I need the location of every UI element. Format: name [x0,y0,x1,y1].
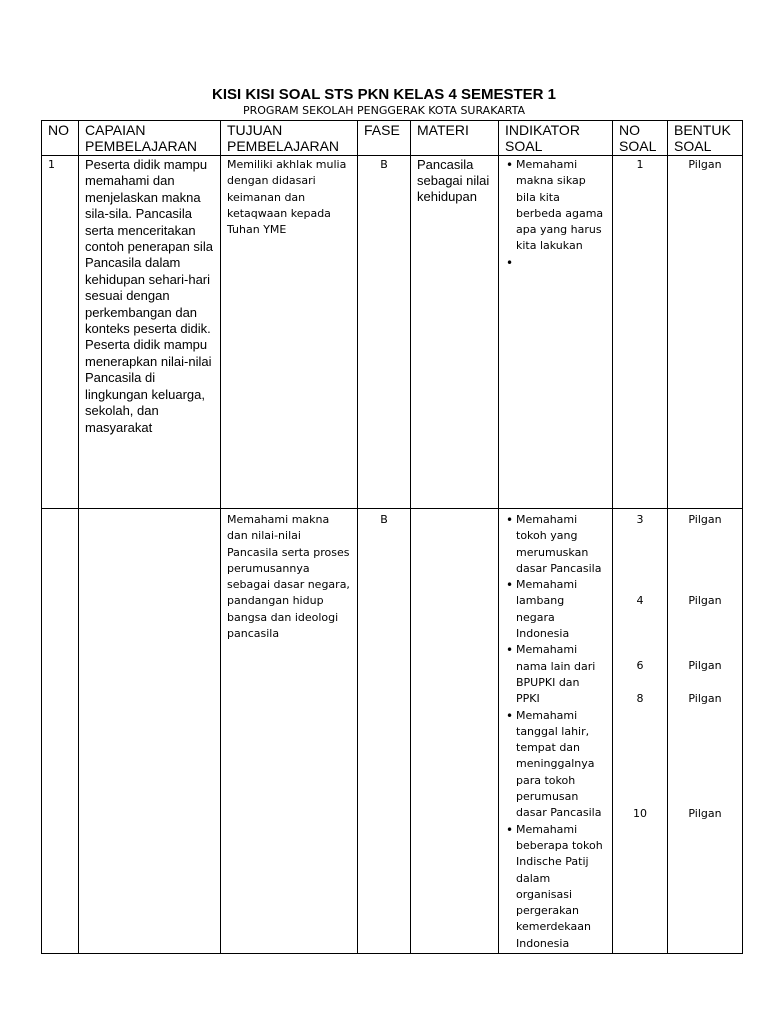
document-subtitle: PROGRAM SEKOLAH PENGGERAK KOTA SURAKARTA [243,104,525,117]
bentuk-value: Pilgan [688,513,722,526]
indikator-item: • Memahami nama lain dari BPUPKI dan PPKI [505,642,606,707]
cell-bentuk: Pilgan [668,156,743,509]
cell-materi: Pancasila sebagai nilai kehidupan [411,156,499,509]
bentuk-value: Pilgan [688,692,722,705]
header-bentuk: BENTUK SOAL [668,121,743,156]
cell-fase: B [358,156,411,509]
no-soal-value: 10 [633,807,647,820]
bentuk-value: Pilgan [688,594,722,607]
cell-bentuk [668,509,743,954]
cell-no-soal [613,509,668,954]
indikator-item: • Memahami lambang negara Indonesia [505,577,606,642]
no-soal-value: 8 [636,692,644,705]
table-row [42,156,743,509]
indikator-item: • Memahami tanggal lahir, tempat dan meninggalnya para tokoh perumusan dasar Pancasila [505,708,606,822]
indikator-item: • Memahami tokoh yang merumuskan dasar Pancasila [505,512,606,577]
cell-tujuan: Memiliki akhlak mulia dengan didasari keimanan dan ketaqwaan kepada Tuhan YME [221,156,358,509]
cell-no: 1 [42,156,79,509]
no-soal-value: 6 [636,659,644,672]
cell-indikator [499,156,613,509]
header-indikator: INDIKATOR SOAL [499,121,613,156]
document-title: KISI KISI SOAL STS PKN KELAS 4 SEMESTER 1 [212,86,556,103]
cell-indikator [499,509,613,954]
header-fase: FASE [358,121,411,156]
table-row [42,509,743,954]
cell-no-soal: 1 [613,156,668,509]
indikator-item: • Memahami makna sikap bila kita berbeda agama apa yang harus kita lakukan [505,157,606,255]
cell-capaian [79,509,221,954]
cell-capaian: Peserta didik mampu memahami dan menjelaskan makna sila-sila. Pancasila serta menceritakan contoh penerapan sila Pancasila dalam kehidupan sehari-hari sesuai dengan perkembangan dan konteks peserta didik. Peserta didik mampu menerapkan nilai-nilai Pancasila di lingkungan keluarga, sekolah, dan masyarakat [79,156,221,509]
bentuk-value: Pilgan [688,659,722,672]
indikator-list [505,512,606,952]
cell-no [42,509,79,954]
cell-tujuan: Memahami makna dan nilai-nilai Pancasila serta proses perumusannya sebagai dasar negara, pandangan hidup bangsa dan ideologi pancasila [221,509,358,954]
header-materi: MATERI [411,121,499,156]
kisi-kisi-table [41,120,743,954]
header-capaian: CAPAIAN PEMBELAJARAN [79,121,221,156]
header-no-soal: NO SOAL [613,121,668,156]
header-tujuan: TUJUAN PEMBELAJARAN [221,121,358,156]
cell-fase: B [358,509,411,954]
indikator-item: • Memahami beberapa tokoh Indische Patij dalam organisasi pergerakan kemerdekaan Indonesia [505,822,606,952]
cell-materi [411,509,499,954]
header-no: NO [42,121,79,156]
bentuk-value: Pilgan [688,807,722,820]
no-soal-value: 3 [636,513,644,526]
indikator-list [505,157,606,255]
header-row [42,121,743,156]
no-soal-value: 4 [636,594,644,607]
